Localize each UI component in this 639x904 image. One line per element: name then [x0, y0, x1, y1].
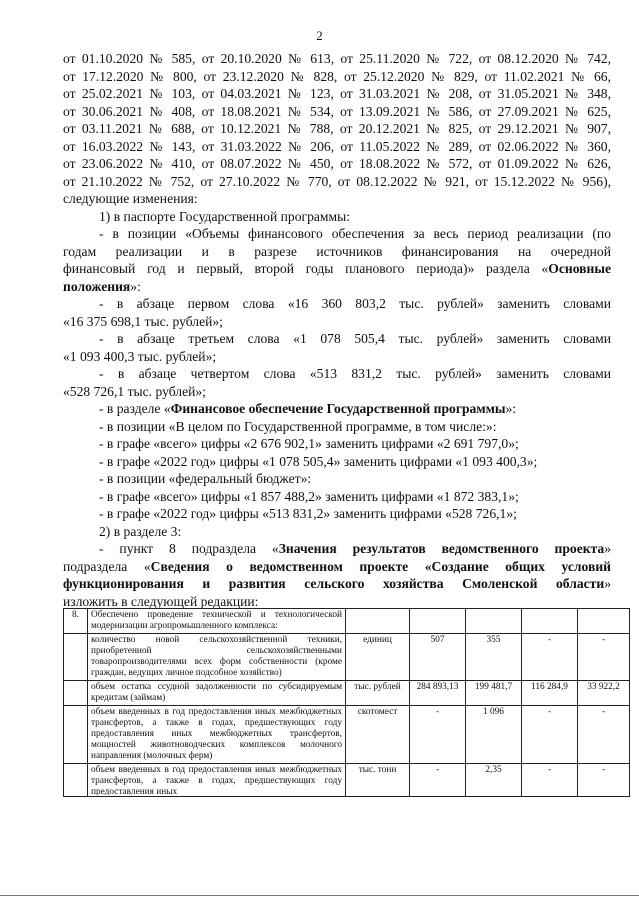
cell-value: 2,35	[466, 764, 522, 797]
text-line: - в абзаце четвертом слова «513 831,2 тыс. рублей» заменить словами	[99, 366, 611, 381]
cell-number	[64, 634, 88, 681]
cell-value: -	[410, 764, 466, 797]
cell-value: 507	[410, 634, 466, 681]
text-line: от 30.06.2021 № 408, от 18.08.2021 № 534, от 13.09.2021 № 586, от 27.09.2021 № 625,	[63, 103, 611, 119]
cell-unit: скотомест	[346, 706, 410, 764]
text-line: - в графе «2022 год» цифры «1 078 505,4» заменить цифрами «1 093 400,3»;	[99, 453, 538, 469]
cell-indicator-text: объем введенных в год предоставления иных межбюджетных трансфертов, а также в годах, предшествующих году предоставления иных	[91, 765, 342, 795]
cell-value: -	[578, 764, 630, 797]
text-line: - в графе «всего» цифры «2 676 902,1» заменить цифрами «2 691 797,0»;	[99, 436, 519, 451]
cell-number	[64, 764, 88, 797]
text-line: изложить в следующей редакции:	[63, 593, 259, 609]
text-line: - в графе «всего» цифры «1 857 488,2» заменить цифрами «1 872 383,1»;	[99, 488, 519, 504]
cell-unit: единиц	[346, 634, 410, 681]
cell-number: 8.	[64, 609, 88, 634]
text-line: положения»:	[63, 278, 141, 294]
cell-indicator: объем остатка ссудной задолженности по субсидируемым кредитам (займам)	[88, 681, 346, 706]
table-row	[64, 764, 630, 797]
cell-value: -	[578, 706, 630, 764]
cell-unit: тыс. тонн	[346, 764, 410, 797]
table-row	[64, 634, 630, 681]
document-body	[63, 50, 611, 610]
text-line: годам реализации и в разрезе источников финансирования на очередной	[63, 243, 611, 259]
results-table	[63, 608, 630, 797]
text-line: - в абзаце первом слова «16 360 803,2 тыс. рублей» заменить словами	[99, 296, 611, 311]
cell-value: 199 481,7	[466, 681, 522, 706]
text-line: - в позиции «Объемы финансового обеспечения за весь период реализации (по	[99, 226, 611, 241]
text-line: от 17.12.2020 № 800, от 23.12.2020 № 828, от 25.12.2020 № 829, от 11.02.2021 № 66,	[63, 68, 611, 84]
text-line: - в абзаце третьем слова «1 078 505,4 тыс. рублей» заменить словами	[99, 331, 611, 346]
text-line: от 01.10.2020 № 585, от 20.10.2020 № 613, от 25.11.2020 № 722, от 08.12.2020 № 742,	[63, 51, 611, 66]
cell-unit	[346, 609, 410, 634]
cell-value: 355	[466, 634, 522, 681]
text-line: 1) в паспорте Государственной программы:	[99, 208, 351, 224]
text-line: - в позиции «федеральный бюджет»:	[99, 471, 312, 486]
cell-indicator: Обеспечено проведение технической и технологической модернизации агропромышленного комплекса:	[88, 609, 346, 634]
cell-value: -	[522, 706, 578, 764]
cell-indicator	[88, 764, 346, 797]
cell-value	[410, 609, 466, 634]
cell-value	[578, 609, 630, 634]
cell-number	[64, 681, 88, 706]
cell-value: -	[578, 634, 630, 681]
text-line: следующие изменения:	[63, 191, 198, 206]
cell-indicator: объем введенных в год предоставления иных межбюджетных трансфертов, а также в годах, предшествующих году предоставления иных межбюджетных трансфертов, мощностей животноводческих комплексов молочного направления (молочных ферм)	[88, 706, 346, 764]
table-row	[64, 609, 630, 634]
cell-value	[522, 609, 578, 634]
cell-value: -	[410, 706, 466, 764]
text-line: от 23.06.2022 № 410, от 08.07.2022 № 450, от 18.08.2022 № 572, от 01.09.2022 № 626,	[63, 156, 611, 171]
text-line: от 25.02.2021 № 103, от 04.03.2021 № 123, от 31.03.2021 № 208, от 31.05.2021 № 348,	[63, 86, 611, 101]
text-line: - в позиции «В целом по Государственной программе, в том числе:»:	[99, 418, 497, 434]
text-line: «528 726,1 тыс. рублей»;	[63, 383, 206, 399]
cell-unit: тыс. рублей	[346, 681, 410, 706]
text-line: - в графе «2022 год» цифры «513 831,2» заменить цифрами «528 726,1»;	[99, 506, 517, 521]
cell-value: 1 096	[466, 706, 522, 764]
page-number: 2	[316, 28, 323, 43]
text-line: от 16.03.2022 № 143, от 31.03.2022 № 206, от 11.05.2022 № 289, от 02.06.2022 № 360,	[63, 138, 611, 154]
cell-value: -	[522, 764, 578, 797]
text-line: от 21.10.2022 № 752, от 27.10.2022 № 770, от 08.12.2022 № 921, от 15.12.2022 № 956),	[63, 173, 611, 189]
scan-edge-divider	[0, 895, 639, 896]
text-line: «1 093 400,3 тыс. рублей»;	[63, 348, 217, 364]
table-row	[64, 681, 630, 706]
text-line: функционирования и развития сельского хозяйства Смоленской области»	[63, 576, 611, 591]
cell-value: 116 284,9	[522, 681, 578, 706]
text-line: «16 375 698,1 тыс. рублей»;	[63, 313, 223, 329]
cell-value: -	[522, 634, 578, 681]
cell-value	[466, 609, 522, 634]
cell-value: 33 922,2	[578, 681, 630, 706]
text-line: 2) в разделе 3:	[99, 523, 182, 539]
cell-number	[64, 706, 88, 764]
cell-value: 284 893,13	[410, 681, 466, 706]
text-line: подраздела «Сведения о ведомственном проекте «Создание общих условий	[63, 558, 611, 574]
text-line: финансовый год и первый, второй годы планового периода)» раздела «Основные	[63, 261, 611, 276]
text-line: - пункт 8 подраздела «Значения результатов ведомственного проекта»	[99, 541, 611, 556]
text-line: от 03.11.2021 № 688, от 10.12.2021 № 788, от 20.12.2021 № 825, от 29.12.2021 № 907,	[63, 121, 611, 136]
text-line: - в разделе «Финансовое обеспечение Государственной программы»:	[99, 401, 517, 416]
cell-indicator: количество новой сельскохозяйственной техники, приобретенной сельскохозяйственными товаропроизводителями всех форм собственности (кроме граждан, ведущих личное подсобное хозяйство)	[88, 634, 346, 681]
table-row	[64, 706, 630, 764]
